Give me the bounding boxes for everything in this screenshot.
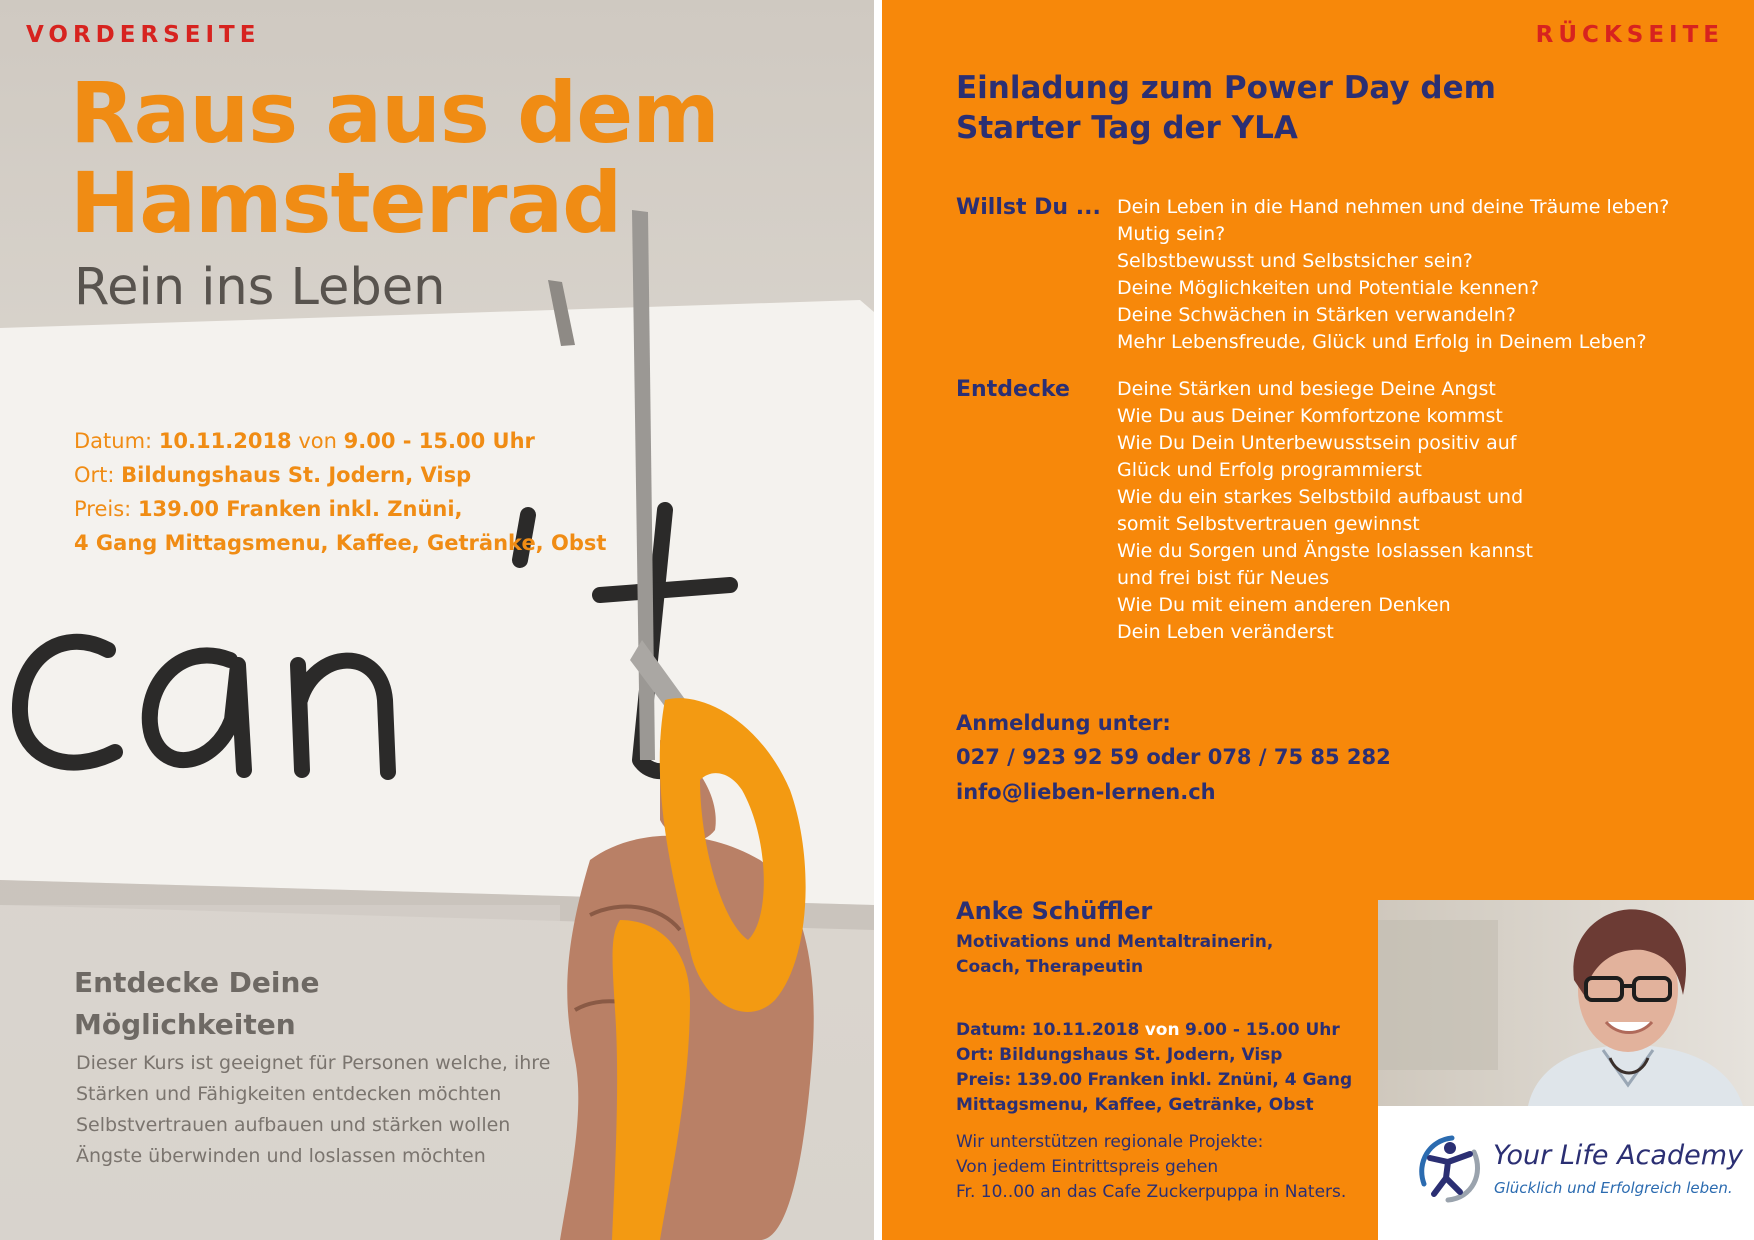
discover-line: Selbstvertrauen aufbauen und stärken wollen <box>76 1114 511 1136</box>
date-connector: von <box>1144 1020 1180 1040</box>
discover-line: Dieser Kurs ist geeignet für Personen welche, ihre <box>76 1052 551 1074</box>
list-item: Wie Du aus Deiner Komfortzone kommst <box>1117 405 1503 427</box>
logo-name: Your Life Academy <box>1493 1140 1743 1171</box>
support-line: Von jedem Eintrittspreis gehen <box>956 1157 1219 1177</box>
support-line: Fr. 10..00 an das Cafe Zuckerpuppa in Naters. <box>956 1182 1347 1202</box>
date-label: Datum: <box>956 1020 1027 1040</box>
list-item: Selbstbewusst und Selbstsicher sein? <box>1117 250 1473 272</box>
list-item: Glück und Erfolg programmierst <box>1117 459 1422 481</box>
trainer-name: Anke Schüffler <box>956 897 1153 925</box>
front-title-line1: Raus aus dem <box>70 64 719 162</box>
trainer-role-line1: Motivations und Mentaltrainerin, <box>956 932 1274 952</box>
price-label: Preis: <box>74 497 132 521</box>
price-value: 139.00 Franken inkl. Znüni, <box>137 497 463 521</box>
registration-title: Anmeldung unter: <box>956 711 1171 735</box>
back-price-extra: Mittagsmenu, Kaffee, Getränke, Obst <box>956 1095 1314 1115</box>
front-discover-text <box>76 1048 596 1172</box>
front-place-line <box>74 458 606 492</box>
front-subtitle: Rein ins Leben <box>74 258 446 317</box>
panel-divider <box>874 0 882 1240</box>
back-heading-line2: Starter Tag der YLA <box>956 110 1298 146</box>
registration-phone[interactable]: 027 / 923 92 59 oder 078 / 75 85 282 <box>956 745 1391 769</box>
back-heading-line1: Einladung zum Power Day dem <box>956 70 1496 106</box>
date-label: Datum: <box>74 429 153 453</box>
back-event-info <box>956 1018 1376 1118</box>
list-item: Mehr Lebensfreude, Glück und Erfolg in Deinem Leben? <box>1117 331 1647 353</box>
list-item: Deine Stärken und besiege Deine Angst <box>1117 378 1496 400</box>
front-price-line <box>74 492 606 526</box>
front-title-line2: Hamsterrad <box>70 154 622 252</box>
place-value: Bildungshaus St. Jodern, Visp <box>999 1045 1283 1065</box>
list-item: Wie du Sorgen und Ängste loslassen kannst <box>1117 540 1533 562</box>
support-note <box>956 1130 1356 1205</box>
list-item: Deine Schwächen in Stärken verwandeln? <box>1117 304 1516 326</box>
back-price-line <box>956 1068 1376 1093</box>
place-label: Ort: <box>956 1045 994 1065</box>
list-item: und frei bist für Neues <box>1117 567 1330 589</box>
discover-title-line1: Entdecke Deine <box>74 966 320 999</box>
portrait-window <box>1378 920 1498 1070</box>
list-item: Dein Leben in die Hand nehmen und deine Träume leben? <box>1117 196 1670 218</box>
paper-sheet <box>0 300 874 905</box>
front-side-panel <box>0 0 874 1240</box>
date-connector: von <box>298 429 337 453</box>
front-discover-title <box>74 962 474 1046</box>
price-value: 139.00 <box>1016 1070 1083 1090</box>
place-value: Bildungshaus St. Jodern, Visp <box>121 463 472 487</box>
entdecke-list <box>1117 376 1533 646</box>
time-value: 9.00 - 15.00 Uhr <box>343 429 535 453</box>
price-label: Preis: <box>956 1070 1012 1090</box>
list-item: Mutig sein? <box>1117 223 1226 245</box>
back-side-label: RÜCKSEITE <box>1535 22 1724 48</box>
front-event-info <box>74 424 606 560</box>
list-item: Wie Du mit einem anderen Denken <box>1117 594 1451 616</box>
logo-tagline: Glücklich und Erfolgreich leben. <box>1494 1179 1733 1197</box>
list-item: Dein Leben veränderst <box>1117 621 1334 643</box>
registration-email-link[interactable]: info@lieben-lernen.ch <box>956 780 1216 804</box>
list-item: somit Selbstvertrauen gewinnst <box>1117 513 1420 535</box>
discover-line: Ängste überwinden und loslassen möchten <box>76 1145 486 1167</box>
list-item: Wie du ein starkes Selbstbild aufbaust und <box>1117 486 1524 508</box>
front-side-label: VORDERSEITE <box>26 22 261 48</box>
willst-term: Willst Du ... <box>956 195 1101 220</box>
list-item: Wie Du Dein Unterbewusstsein positiv auf <box>1117 432 1517 454</box>
entdecke-term: Entdecke <box>956 377 1070 402</box>
back-date-line <box>956 1018 1376 1043</box>
willst-list <box>1117 194 1669 356</box>
trainer-portrait-photo <box>1378 900 1754 1106</box>
trainer-role-line2: Coach, Therapeutin <box>956 957 1144 977</box>
date-value: 10.11.2018 <box>158 429 292 453</box>
person-swirl-icon <box>1412 1132 1486 1206</box>
price-rest: Franken inkl. Znüni, 4 Gang <box>1087 1070 1353 1090</box>
yla-logo <box>1378 1106 1754 1240</box>
discover-title-line2: Möglichkeiten <box>74 1008 296 1041</box>
discover-line: Stärken und Fähigkeiten entdecken möchten <box>76 1083 502 1105</box>
front-price-extra: 4 Gang Mittagsmenu, Kaffee, Getränke, Obst <box>74 531 607 555</box>
back-place-line <box>956 1043 1376 1068</box>
place-label: Ort: <box>74 463 115 487</box>
front-title <box>70 64 850 252</box>
list-item: Deine Möglichkeiten und Potentiale kennen? <box>1117 277 1540 299</box>
back-heading <box>956 68 1656 148</box>
trainer-role <box>956 930 1316 980</box>
date-value: 10.11.2018 <box>1031 1020 1140 1040</box>
support-line: Wir unterstützen regionale Projekte: <box>956 1132 1264 1152</box>
time-value: 9.00 - 15.00 Uhr <box>1184 1020 1340 1040</box>
back-side-panel <box>882 0 1754 1240</box>
front-date-line <box>74 424 606 458</box>
